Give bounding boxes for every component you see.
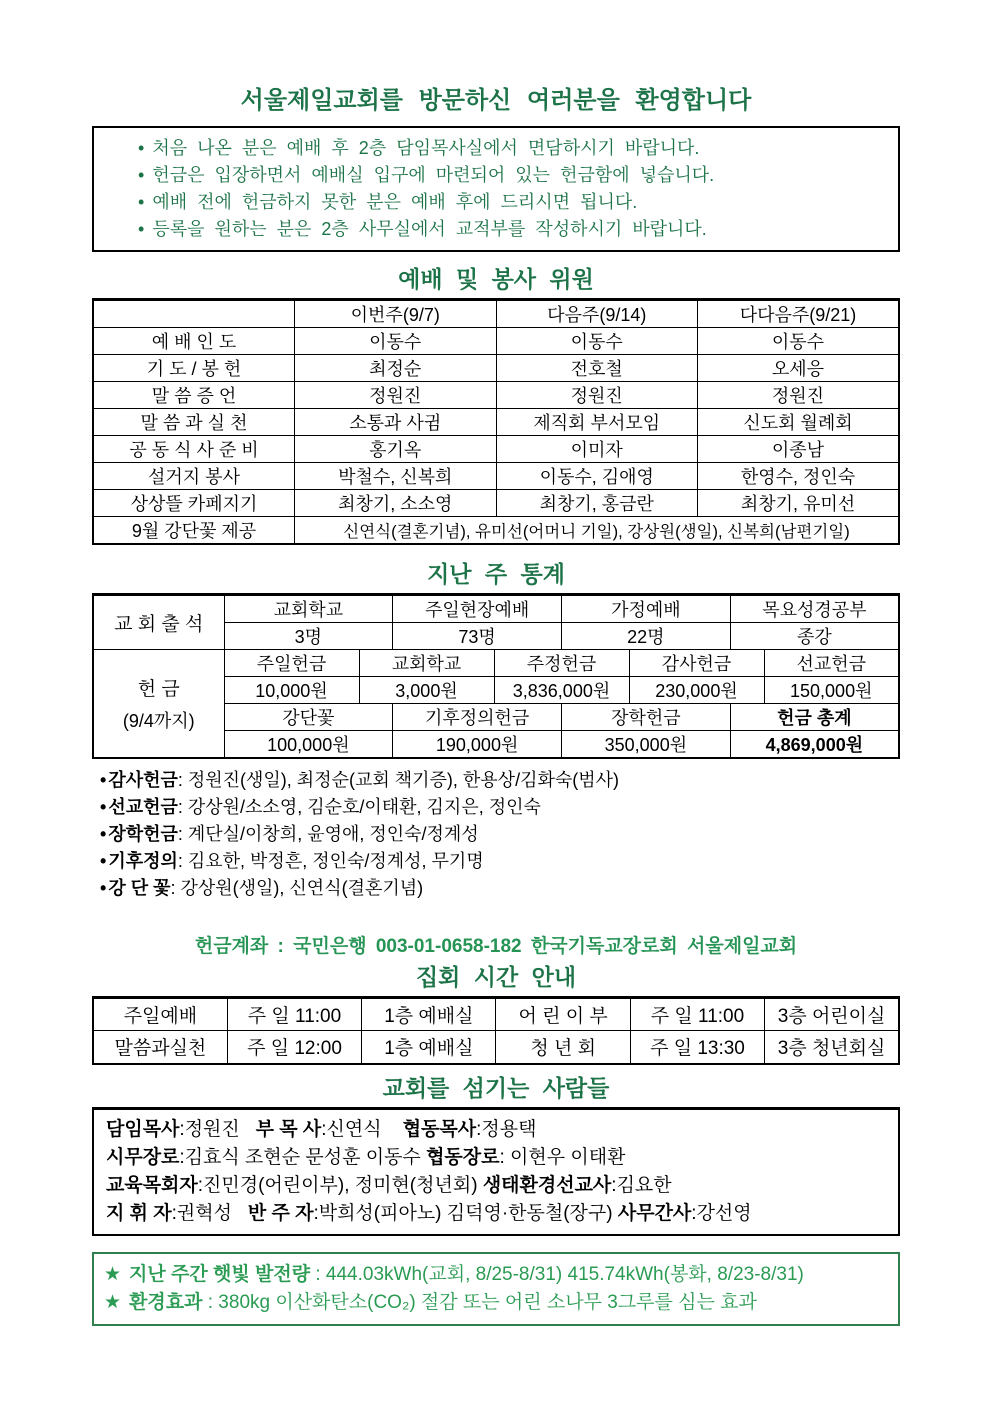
servant-line	[106, 1172, 886, 1200]
table-cell: 어 린 이 부	[496, 998, 630, 1031]
role-names: :박희성(피아노) 김덕영·한동철(장구)	[313, 1202, 618, 1224]
role-label: 교육목회자	[106, 1174, 198, 1196]
table-cell: 정원진	[698, 382, 900, 409]
table-row	[93, 490, 899, 517]
table-header-row	[93, 300, 899, 328]
row-label: 설거지 봉사	[93, 463, 295, 490]
table-row	[93, 382, 899, 409]
notice-item	[138, 216, 888, 243]
row-label: 말 씀 증 언	[93, 382, 295, 409]
bullet-icon: •	[138, 138, 145, 158]
detail-text: : 강상원(생일), 신연식(결혼기념)	[170, 878, 424, 898]
role-names: :강선영	[691, 1202, 752, 1224]
offering-details	[92, 767, 900, 902]
table-row	[93, 517, 899, 545]
column-header: 장학헌금	[562, 704, 731, 731]
table-cell: 10,000원	[224, 677, 359, 704]
table-cell: 최창기, 소소영	[295, 490, 497, 517]
column-header: 다음주(9/14)	[496, 300, 698, 328]
role-label: 반 주 자	[247, 1202, 314, 1224]
table-cell: 이동수	[496, 328, 698, 355]
table-row	[93, 1031, 899, 1064]
page-title: 서울제일교회를 방문하신 여러분을 환영합니다	[240, 87, 752, 114]
role-label: 지 휘 자	[106, 1202, 172, 1224]
table-cell: 제직회 부서모임	[496, 409, 698, 436]
solar-label: 지난 주간 햇빛 발전량	[129, 1263, 311, 1285]
table-cell: 이동수, 김애영	[496, 463, 698, 490]
solar-line	[104, 1289, 888, 1317]
table-cell: 3층 청년회실	[765, 1031, 899, 1064]
star-icon: ★	[104, 1291, 122, 1313]
table-row	[93, 436, 899, 463]
column-header: 기후정의헌금	[393, 704, 562, 731]
role-label: 시무장로	[106, 1146, 180, 1168]
role-label: 생태환경선교사	[482, 1174, 612, 1196]
row-label: 예 배 인 도	[93, 328, 295, 355]
column-header: 주일헌금	[224, 650, 359, 677]
detail-text: : 김요한, 박정흔, 정인숙/정계성, 무기명	[177, 851, 484, 871]
column-header: 선교헌금	[764, 650, 899, 677]
table-cell: 3명	[224, 623, 393, 650]
section-title-meeting-times: 집회 시간 안내	[415, 964, 577, 990]
table-cell: 청 년 회	[496, 1031, 630, 1064]
column-header: 가정예배	[562, 595, 731, 623]
table-cell: 100,000원	[224, 731, 393, 759]
meeting-times-table	[92, 996, 900, 1065]
role-names: :권혁성	[171, 1202, 248, 1224]
row-label: 기 도 / 봉 헌	[93, 355, 295, 382]
table-cell: 1층 예배실	[362, 1031, 496, 1064]
column-header: 주정헌금	[494, 650, 629, 677]
table-row	[93, 328, 899, 355]
column-header: 감사헌금	[629, 650, 764, 677]
notice-text: 헌금은 입장하면서 예배실 입구에 마련되어 있는 헌금함에 넣습니다.	[152, 165, 715, 185]
table-cell: 신도회 월례회	[698, 409, 900, 436]
notice-item	[138, 135, 888, 162]
notice-text: 처음 나온 분은 예배 후 2층 담임목사실에서 면담하시기 바랍니다.	[152, 138, 700, 158]
table-cell-total: 4,869,000원	[730, 731, 899, 759]
table-cell: 정원진	[496, 382, 698, 409]
section-title-servants: 교회를 섬기는 사람들	[382, 1074, 610, 1101]
role-names: : 이현우 이태환	[499, 1146, 626, 1168]
table-row	[93, 650, 899, 677]
table-row	[93, 463, 899, 490]
table-cell: 3,000원	[359, 677, 494, 704]
detail-text: : 강상원/소소영, 김순호/이태환, 김지은, 정인숙	[177, 797, 541, 817]
servant-line	[106, 1144, 886, 1172]
role-names: :김효식 조현순 문성훈 이동수	[179, 1146, 427, 1168]
role-label: 사무간사	[617, 1202, 692, 1224]
bullet-icon: •	[138, 192, 145, 212]
table-cell: 주 일 13:30	[630, 1031, 764, 1064]
offering-detail-item	[100, 794, 900, 821]
table-row	[93, 409, 899, 436]
table-cell: 최정순	[295, 355, 497, 382]
table-cell: 230,000원	[629, 677, 764, 704]
bullet-icon: •	[100, 797, 107, 817]
table-cell: 최창기, 유미선	[698, 490, 900, 517]
table-cell: 이종남	[698, 436, 900, 463]
bullet-icon: •	[138, 165, 145, 185]
table-cell: 소통과 사귐	[295, 409, 497, 436]
column-header: 이번주(9/7)	[295, 300, 497, 328]
role-names: :진민경(어린이부), 정미현(청년회)	[197, 1174, 483, 1196]
bullet-icon: •	[138, 219, 145, 239]
service-committee-table	[92, 298, 900, 545]
table-cell: 전호철	[496, 355, 698, 382]
table-cell: 이동수	[698, 328, 900, 355]
role-names: :정원진	[179, 1118, 256, 1140]
table-row	[93, 355, 899, 382]
role-label: 협동장로	[426, 1146, 500, 1168]
table-cell: 주일예배	[93, 998, 227, 1031]
table-cell: 홍기옥	[295, 436, 497, 463]
star-icon: ★	[104, 1263, 122, 1285]
bullet-icon: •	[100, 770, 107, 790]
table-cell: 한영수, 정인숙	[698, 463, 900, 490]
column-header: 다다음주(9/21)	[698, 300, 900, 328]
notice-text: 등록을 원하는 분은 2층 사무실에서 교적부를 작성하시기 바랍니다.	[152, 219, 707, 239]
table-cell: 박철수, 신복희	[295, 463, 497, 490]
column-header: 강단꽃	[224, 704, 393, 731]
servants-box	[92, 1107, 900, 1236]
notice-text: 예배 전에 헌금하지 못한 분은 예배 후에 드리시면 됩니다.	[152, 192, 638, 212]
weekly-stats-table	[92, 593, 900, 759]
servant-line	[106, 1200, 886, 1228]
solar-text: : 444.03kWh(교회, 8/25-8/31) 415.74kWh(봉화, 8/23-8/31)	[310, 1263, 804, 1285]
table-cell: 주 일 12:00	[227, 1031, 361, 1064]
offering-detail-item	[100, 848, 900, 875]
solar-line	[104, 1261, 888, 1289]
servant-line	[106, 1116, 886, 1144]
solar-label: 환경효과	[129, 1291, 203, 1313]
table-cell: 1층 예배실	[362, 998, 496, 1031]
table-cell: 이미자	[496, 436, 698, 463]
table-cell: 150,000원	[764, 677, 899, 704]
column-header: 목요성경공부	[730, 595, 899, 623]
table-cell: 최창기, 홍금란	[496, 490, 698, 517]
table-cell: 말씀과실천	[93, 1031, 227, 1064]
table-cell: 73명	[393, 623, 562, 650]
column-header: 주일현장예배	[393, 595, 562, 623]
bullet-icon: •	[100, 878, 107, 898]
table-cell: 350,000원	[562, 731, 731, 759]
detail-text: : 계단실/이창희, 윤영애, 정인숙/정계성	[177, 824, 479, 844]
solar-text: : 380kg 이산화탄소(CO₂) 절감 또는 어린 소나무 3그루를 심는 효과	[202, 1291, 757, 1313]
table-cell: 3,836,000원	[494, 677, 629, 704]
column-header-total: 헌금 총계	[730, 704, 899, 731]
table-row	[93, 998, 899, 1031]
notice-item	[138, 162, 888, 189]
detail-label: 장학헌금	[108, 824, 178, 844]
table-cell-merged: 신연식(결혼기념), 유미선(어머니 기일), 강상원(생일), 신복희(남편기일)	[295, 517, 900, 545]
row-label: 말 씀 과 실 천	[93, 409, 295, 436]
detail-text: : 정원진(생일), 최정순(교회 책기증), 한용상/김화숙(범사)	[177, 770, 619, 790]
offering-label-sub: (9/4까지)	[122, 711, 195, 731]
table-row	[93, 595, 899, 623]
column-header: 교회학교	[224, 595, 393, 623]
offering-detail-item	[100, 875, 900, 902]
table-cell: 190,000원	[393, 731, 562, 759]
table-cell: 오세응	[698, 355, 900, 382]
detail-label: 강 단 꽃	[108, 878, 171, 898]
role-label: 협동목사	[402, 1118, 477, 1140]
role-label: 담임목사	[106, 1118, 180, 1140]
role-label: 부 목 사	[255, 1118, 322, 1140]
role-names: :신연식	[321, 1118, 403, 1140]
row-label: 상상뜰 카페지기	[93, 490, 295, 517]
table-cell: 3층 어린이실	[765, 998, 899, 1031]
column-header: 교회학교	[359, 650, 494, 677]
role-names: :김요한	[611, 1174, 672, 1196]
table-cell: 종강	[730, 623, 899, 650]
notice-item	[138, 189, 888, 216]
section-title-weekly-stats: 지난 주 통계	[427, 561, 565, 587]
detail-label: 선교헌금	[108, 797, 178, 817]
table-cell: 22명	[562, 623, 731, 650]
section-title-service-committee: 예배 및 봉사 위원	[398, 266, 594, 292]
row-label-attendance: 교 회 출 석	[93, 595, 224, 650]
notice-box	[92, 126, 900, 252]
table-cell: 이동수	[295, 328, 497, 355]
bullet-icon: •	[100, 851, 107, 871]
offering-detail-item	[100, 767, 900, 794]
row-label: 9월 강단꽃 제공	[93, 517, 295, 545]
bullet-icon: •	[100, 824, 107, 844]
donation-account-line: 헌금계좌 : 국민은행 003-01-0658-182 한국기독교장로회 서울제일교회	[194, 936, 798, 957]
row-label-offering	[93, 650, 224, 759]
solar-report-box	[92, 1252, 900, 1326]
role-names: :정용택	[476, 1118, 537, 1140]
offering-detail-item	[100, 821, 900, 848]
row-label: 공 동 식 사 준 비	[93, 436, 295, 463]
offering-label: 헌 금	[137, 679, 180, 700]
detail-label: 기후정의	[108, 851, 178, 871]
table-cell: 주 일 11:00	[227, 998, 361, 1031]
column-header	[93, 300, 295, 328]
table-cell: 주 일 11:00	[630, 998, 764, 1031]
detail-label: 감사헌금	[108, 770, 178, 790]
table-cell: 정원진	[295, 382, 497, 409]
